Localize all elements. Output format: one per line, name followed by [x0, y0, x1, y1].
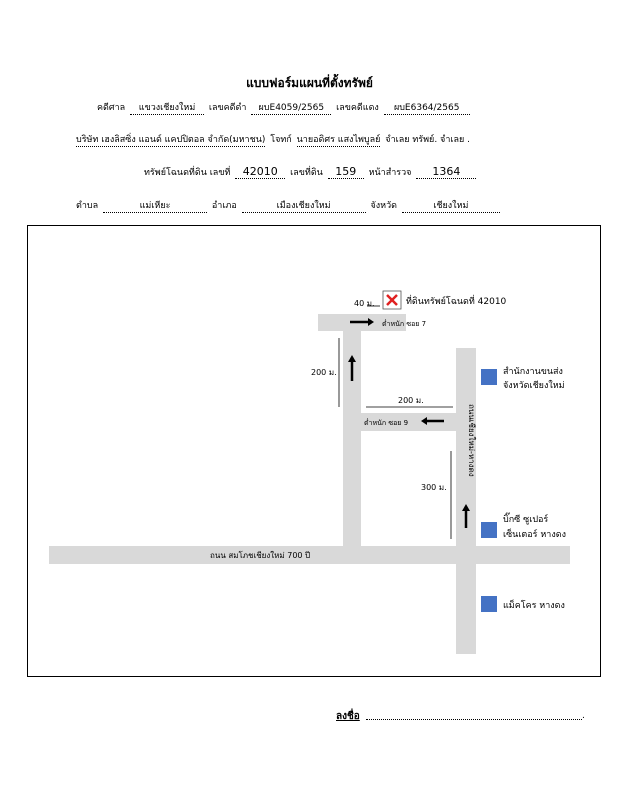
dist-200-h-label: 200 ม. — [398, 396, 424, 405]
dist-40-label: 40 ม. — [354, 299, 375, 308]
landmark-transport-line1: สำนักงานขนส่ง — [503, 367, 563, 377]
dist-300-label: 300 ม. — [421, 483, 447, 492]
landmark-bigc-icon — [481, 522, 497, 538]
red-case-value: ผบE6364/2565 — [384, 102, 470, 115]
landmark-transport-office-icon — [481, 369, 497, 385]
subdistrict-value: แม่เหียะ — [103, 200, 207, 213]
land-value: 159 — [328, 166, 364, 179]
soi-road-left — [343, 314, 361, 546]
province-label: จังหวัด — [370, 201, 398, 211]
property-marker-icon — [383, 291, 401, 309]
main-road-label: ถนน สมโภชเชียงใหม่ 700 ปี — [210, 551, 311, 560]
dist-200-v-label: 200 ม. — [311, 368, 337, 377]
plaintiff-label: โจทก์ — [270, 135, 292, 145]
signature-label: ลงชื่อ — [336, 711, 360, 722]
soi9-label: ต่ำหนัก ซอย 9 — [364, 419, 409, 427]
province-value: เชียงใหม่ — [402, 200, 500, 213]
plaintiff-company: บริษัท เฮงลิสซิ่ง แอนด์ แคปปิตอล จำกัด(มหาชน) — [76, 135, 266, 145]
court-label: คดีศาล — [97, 103, 126, 113]
landmark-bigc-line1: บิ๊กซี ซูเปอร์ — [503, 515, 549, 525]
defendant-name: นายอดิศร แสงไพบูลย์ — [296, 135, 381, 145]
court-value: แขวงเชียงใหม่ — [130, 102, 204, 115]
survey-label: หน้าสำรวจ — [368, 168, 412, 178]
survey-value: 1364 — [416, 166, 476, 179]
landmark-makro-icon — [481, 596, 497, 612]
landmark-makro-label: แม็คโคร หางดง — [503, 601, 565, 611]
district-value: เมืองเชียงใหม่ — [242, 200, 366, 213]
black-case-value: ผบE4059/2565 — [251, 102, 331, 115]
signature-end-dot: . — [582, 711, 585, 721]
red-case-label: เลขคดีแดง — [336, 103, 379, 113]
landmark-bigc-line2: เซ็นเตอร์ หางดง — [503, 530, 566, 540]
map-canvas — [28, 226, 600, 676]
deed-label: ทรัพย์โฉนดที่ดิน เลขที่ — [144, 168, 231, 178]
signature-line[interactable] — [366, 719, 582, 720]
deed-value: 42010 — [235, 166, 285, 179]
black-case-label: เลขคดีดำ — [208, 103, 247, 113]
land-label: เลขที่ดิน — [290, 168, 323, 178]
landmark-transport-line2: จังหวัดเชียงใหม่ — [503, 381, 565, 391]
district-label: อำเภอ — [211, 201, 237, 211]
vertical-road-label: ถนนเชียงใหม่-หางดง — [467, 404, 476, 477]
soi7-label: ต่ำหนัก ซอย 7 — [382, 320, 427, 328]
parties-row — [76, 134, 470, 147]
location-row — [76, 200, 502, 213]
defendant-label: จำเลย ทรัพย์. จำเลย . — [385, 135, 470, 145]
form-title: แบบฟอร์มแผนที่ตั้งทรัพย์ — [246, 76, 373, 90]
property-label: ที่ดินทรัพย์โฉนดที่ 42010 — [406, 297, 507, 307]
subdistrict-label: ตำบล — [76, 201, 99, 211]
deed-row — [144, 166, 478, 179]
vertical-road — [456, 348, 476, 654]
location-map — [27, 225, 601, 677]
case-row — [97, 102, 472, 115]
